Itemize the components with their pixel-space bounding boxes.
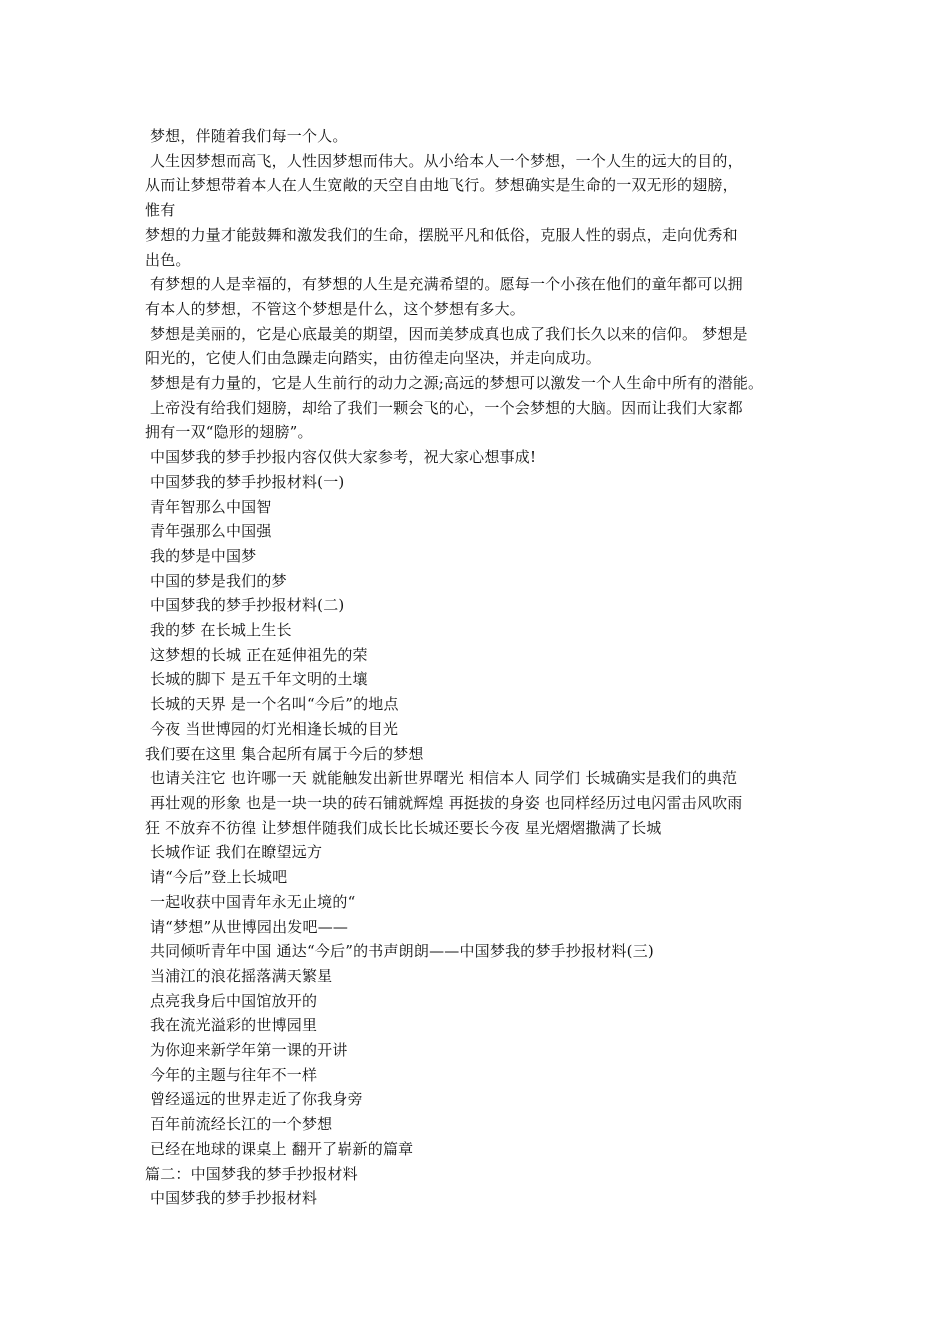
text-line: 出色。 — [145, 250, 191, 269]
text-line: 梦想是美丽的，它是心底最美的期望，因而美梦成真也成了我们长久以来的信仰。 梦想是 — [145, 324, 748, 343]
text-line: 上帝没有给我们翅膀，却给了我们一颗会飞的心，一个会梦想的大脑。因而让我们大家都 — [145, 398, 743, 417]
text-line: 狂 不放弃不彷徨 让梦想伴随我们成长比长城还要长今夜 星光熠熠撒满了长城 — [145, 818, 662, 837]
text-line: 曾经遥远的世界走近了你我身旁 — [145, 1090, 363, 1109]
text-line: 有梦想的人是幸福的，有梦想的人生是充满希望的。愿每一个小孩在他们的童年都可以拥 — [145, 275, 743, 294]
text-line: 百年前流经长江的一个梦想 — [145, 1115, 333, 1134]
section-heading: 篇二：中国梦我的梦手抄报材料 — [145, 1164, 358, 1183]
text-line: 已经在地球的课桌上 翻开了崭新的篇章 — [145, 1139, 414, 1158]
text-line: 有本人的梦想，不管这个梦想是什么，这个梦想有多大。 — [145, 299, 526, 318]
text-line: 一起收获中国青年永无止境的“ — [145, 892, 356, 911]
document-body — [145, 124, 825, 1211]
text-line: 这梦想的长城 正在延伸祖先的荣 — [145, 645, 368, 664]
text-line: 我的梦 在长城上生长 — [145, 621, 292, 640]
text-line: 梦想的力量才能鼓舞和激发我们的生命，摆脱平凡和低俗，克服人性的弱点，走向优秀和 — [145, 225, 738, 244]
text-line: 今年的主题与往年不一样 — [145, 1065, 318, 1084]
text-line: 惟有 — [145, 201, 176, 220]
text-line: 当浦江的浪花摇落满天繁星 — [145, 966, 333, 985]
text-line: 阳光的，它使人们由急躁走向踏实，由彷徨走向坚决，并走向成功。 — [145, 349, 602, 368]
text-line: 梦想是有力量的，它是人生前行的动力之源;高远的梦想可以激发一个人生命中所有的潜能。 — [145, 374, 764, 393]
section-heading: 中国梦我的梦手抄报材料 — [145, 1189, 318, 1208]
text-line: 为你迎来新学年第一课的开讲 — [145, 1041, 348, 1060]
text-line: 长城作证 我们在瞭望远方 — [145, 843, 323, 862]
text-line: 梦想，伴随着我们每一个人。 — [145, 127, 348, 145]
section-heading: 中国梦我的梦手抄报材料(二) — [145, 596, 345, 615]
text-line: 从而让梦想带着本人在人生宽敞的天空自由地飞行。梦想确实是生命的一双无形的翅膀， — [145, 176, 738, 195]
text-line: 再壮观的形象 也是一块一块的砖石铺就辉煌 再挺拔的身姿 也同样经历过电闪雷击风吹雨 — [145, 793, 743, 812]
text-line: 也请关注它 也许哪一天 就能触发出新世界曙光 相信本人 同学们 长城确实是我们的典范 — [145, 769, 738, 788]
text-line: 我们要在这里 集合起所有属于今后的梦想 — [145, 744, 424, 763]
text-line: 今夜 当世博园的灯光相逢长城的目光 — [145, 719, 399, 738]
text-line: 共同倾听青年中国 通达“今后”的书声朗朗——中国梦我的梦手抄报材料(三) — [145, 942, 654, 961]
text-line: 中国梦我的梦手抄报内容仅供大家参考，祝大家心想事成! — [145, 448, 537, 467]
text-line: 请“梦想”从世博园出发吧—— — [145, 917, 349, 936]
text-line: 拥有一双“隐形的翅膀”。 — [145, 423, 313, 442]
text-line: 青年强那么中国强 — [145, 522, 272, 541]
text-line: 请“今后”登上长城吧 — [145, 868, 288, 887]
text-line: 我在流光溢彩的世博园里 — [145, 1016, 318, 1035]
section-heading: 中国梦我的梦手抄报材料(一) — [145, 472, 345, 491]
text-line: 长城的脚下 是五千年文明的土壤 — [145, 670, 368, 689]
text-line: 点亮我身后中国馆放开的 — [145, 991, 318, 1010]
text-line: 中国的梦是我们的梦 — [145, 571, 287, 590]
text-line: 我的梦是中国梦 — [145, 546, 257, 565]
text-line: 青年智那么中国智 — [145, 497, 272, 516]
text-line: 长城的天界 是一个名叫“今后”的地点 — [145, 695, 399, 714]
text-line: 人生因梦想而高飞，人性因梦想而伟大。从小给本人一个梦想，一个人生的远大的目的， — [145, 151, 743, 170]
